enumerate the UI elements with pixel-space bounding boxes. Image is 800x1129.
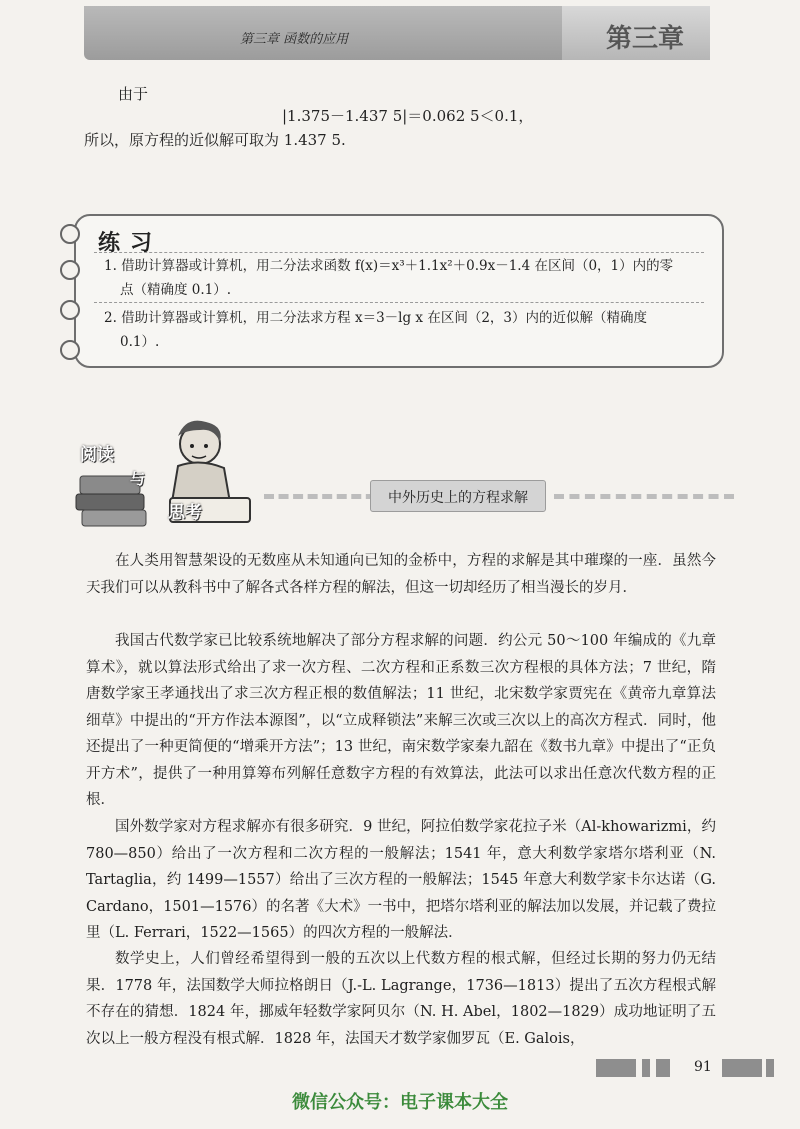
top-conclusion: 所以，原方程的近似解可取为 1.437 5.: [84, 131, 346, 149]
reading-title: 中外历史上的方程求解: [388, 490, 528, 506]
chapter-tab-label: 第三章: [606, 24, 685, 54]
reading-badge-3: 思考: [168, 503, 202, 523]
footer-block: [722, 1059, 762, 1077]
exercise-item-2a: 2. 借助计算器或计算机，用二分法求方程 x＝3－lg x 在区间（2，3）内的近似解（精确度: [104, 310, 647, 326]
banner-dash-right: [554, 494, 734, 499]
paragraph-1: 在人类用智慧架设的无数座从未知通向已知的金桥中，方程的求解是其中璀璨的一座．虽然今天我们可以从教科书中了解各式各样方程的解法，但这一切却经历了相当漫长的岁月．: [86, 553, 716, 596]
top-line-1: 由于: [118, 85, 149, 103]
binder-ring-icon: [60, 300, 80, 320]
binder-ring-icon: [60, 260, 80, 280]
reading-badge-1: 阅读: [80, 445, 114, 465]
divider: [94, 252, 704, 253]
paragraph-3: 国外数学家对方程求解亦有很多研究．9 世纪，阿拉伯数学家花拉子米（Al-khowarizmi，约 780—850）给出了一次方程和二次方程的一般解法；1541 年，意大利数学家塔尔塔利亚（N. Tartaglia，约 1499—1557）给出了三次方程的一般解法；1545 年意大利数学家卡尔达诺（G. Cardano，1501—1576）的名著《大术》一书中，把塔尔塔利亚的解法加以发展，并记载了费拉里（L. Ferrari，1522—1565）的四次方程的一般解法．: [86, 819, 716, 941]
binder-ring-icon: [60, 224, 80, 244]
binder-ring-icon: [60, 340, 80, 360]
reading-title-box: [370, 480, 546, 512]
divider: [94, 302, 704, 303]
page-number: 91: [694, 1059, 712, 1075]
top-equation: |1.375－1.437 5|＝0.062 5＜0.1，: [282, 107, 534, 125]
exercise-item-2b: 0.1）.: [120, 334, 160, 350]
footer-block: [596, 1059, 636, 1077]
running-head: 第三章 函数的应用: [240, 32, 349, 47]
watermark: 微信公众号：电子课本大全: [292, 1092, 508, 1113]
exercise-title: 练习: [98, 231, 163, 256]
exercise-box: [74, 214, 724, 368]
reading-badge-2: 与: [130, 470, 146, 488]
chapter-tab: [562, 6, 710, 60]
footer-block: [656, 1059, 670, 1077]
footer-block: [766, 1059, 774, 1077]
exercise-item-1b: 点（精确度 0.1）.: [120, 282, 232, 298]
exercise-item-1a: 1. 借助计算器或计算机，用二分法求函数 f(x)＝x³＋1.1x²＋0.9x－1.4 在区间（0，1）内的零: [104, 258, 674, 274]
paragraph-4: 数学史上，人们曾经希望得到一般的五次以上代数方程的根式解，但经过长期的努力仍无结果．1778 年，法国数学大师拉格朗日（J.-L. Lagrange，1736—1813）提出了五次方程根式解不存在的猜想．1824 年，挪威年轻数学家阿贝尔（N. H. Abel，1802—1829）成功地证明了五次以上一般方程没有根式解．1828 年，法国天才数学家伽罗瓦（E. Galois，: [86, 951, 716, 1047]
footer-block: [642, 1059, 650, 1077]
page-header: [0, 0, 800, 66]
paragraph-2: 我国古代数学家已比较系统地解决了部分方程求解的问题．约公元 50～100 年编成的《九章算术》，就以算法形式给出了求一次方程、二次方程和正系数三次方程根的具体方法；7 世纪，隋唐数学家王孝通找出了求三次方程正根的数值解法；11 世纪，北宋数学家贾宪在《黄帝九章算法细草》中提出的“开方作法本源图”，以“立成释锁法”来解三次或三次以上的高次方程式．同时，他还提出了一种更简便的“增乘开方法”；13 世纪，南宋数学家秦九韶在《数书九章》中提出了“正负开方术”，提供了一种用算筹布列解任意数字方程的有效算法，此法可以求出任意次代数方程的正根．: [86, 633, 716, 808]
reading-banner: [74, 418, 734, 536]
